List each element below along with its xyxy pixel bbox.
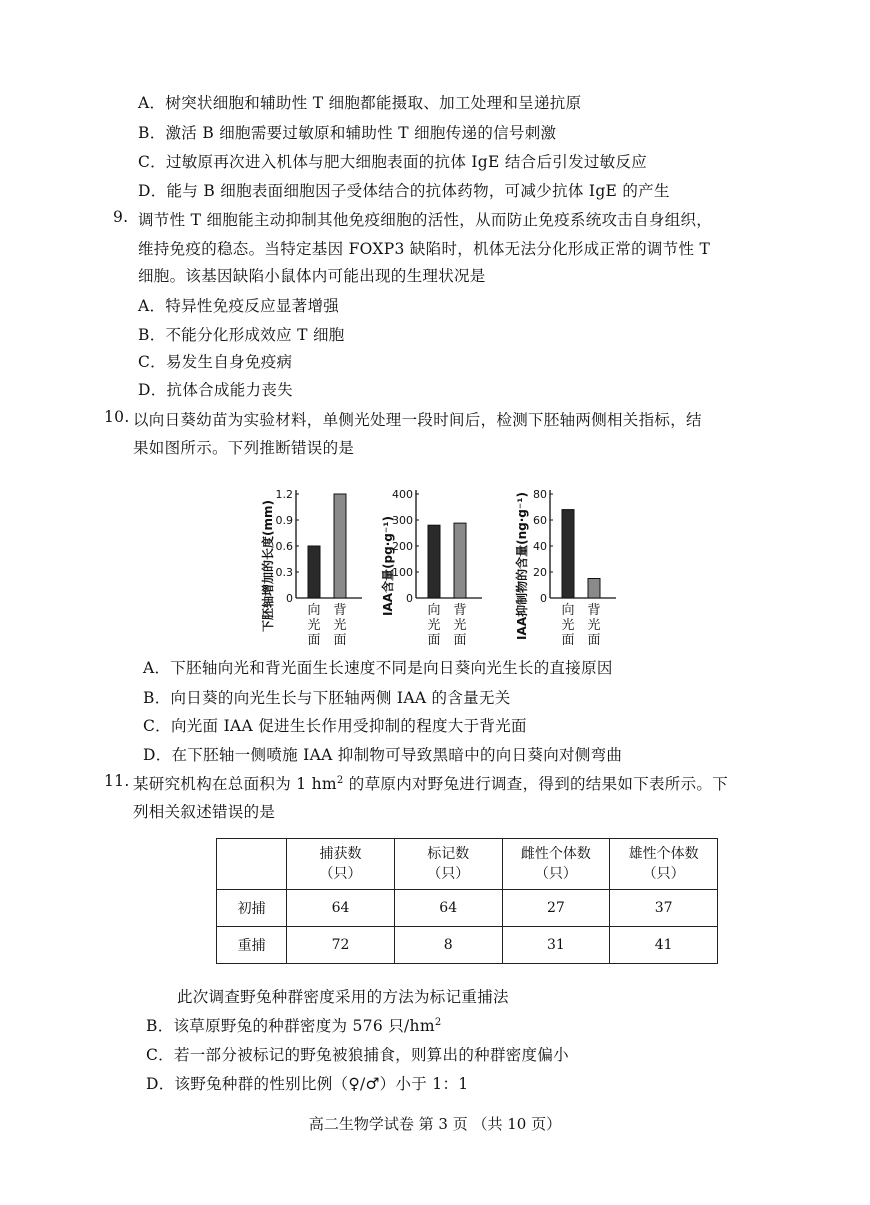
y-axis-label: IAA含量(pg·g⁻¹) <box>381 516 395 616</box>
y-tick-label: 60 <box>533 514 547 527</box>
q10-option-c: C．向光面 IAA 促进生长作用受抑制的程度大于背光面 <box>143 717 527 735</box>
header-line: 雌性个体数 <box>520 846 591 862</box>
bar-lit-side <box>454 523 466 598</box>
table-header-row <box>217 839 718 890</box>
table-cell: 37 <box>610 890 718 927</box>
category-label-char: 面 <box>561 633 575 648</box>
q8-option-c: C．过敏原再次进入机体与肥大细胞表面的抗体 IgE 结合后引发过敏反应 <box>138 153 648 171</box>
q11-option-a: 此次调查野兔种群密度采用的方法为标记重捕法 <box>177 988 509 1006</box>
chart-iaa-inhibitor <box>512 474 622 656</box>
y-tick-label: 200 <box>392 540 413 553</box>
y-tick-label: 80 <box>533 488 547 501</box>
table-header-cell <box>217 839 287 890</box>
q11-option-d: D．该野兔种群的性别比例（♀/♂）小于 1：1 <box>146 1075 469 1093</box>
header-unit: （只） <box>534 866 577 882</box>
q9-stem-line-1: 调节性 T 细胞能主动抑制其他免疫细胞的活性，从而防止免疫系统攻击自身组织， <box>138 211 713 229</box>
q11-stem-line-1 <box>133 772 728 794</box>
table-cell: 41 <box>610 927 718 964</box>
q9-stem-line-3: 细胞。该基因缺陷小鼠体内可能出现的生理状况是 <box>138 267 486 285</box>
q10-option-a: A．下胚轴向光和背光面生长速度不同是向日葵向光生长的直接原因 <box>143 659 613 677</box>
y-tick-label: 400 <box>392 488 413 501</box>
q11-option-b <box>146 1014 442 1036</box>
category-label-char: 面 <box>587 633 601 648</box>
q10-number: 10. <box>104 408 130 426</box>
y-tick-label: 0 <box>540 592 547 605</box>
q9-option-d: D．抗体合成能力丧失 <box>138 381 293 399</box>
y-tick-label: 0 <box>286 592 293 605</box>
q9-option-c: C．易发生自身免疫病 <box>138 353 293 371</box>
category-label-char: 背 <box>453 603 467 618</box>
category-label-char: 向 <box>561 603 575 618</box>
y-tick-label: 0.9 <box>275 514 293 527</box>
chart-hypocotyl-length <box>258 474 368 656</box>
category-label-char: 面 <box>333 633 347 648</box>
bar-shaded-side <box>308 546 320 598</box>
q11-stem-sup: 2 <box>336 774 344 786</box>
table-header-cell <box>502 839 610 890</box>
y-tick-label: 0.3 <box>275 566 293 579</box>
bar-shaded-side <box>562 510 574 598</box>
header-unit: （只） <box>319 866 362 882</box>
y-tick-label: 20 <box>533 566 547 579</box>
category-label-char: 背 <box>333 603 347 618</box>
category-label-char: 光 <box>307 618 321 633</box>
chart-svg-2 <box>378 474 488 652</box>
q10-stem-line-2: 果如图所示。下列推断错误的是 <box>133 439 355 457</box>
q9-option-b: B．不能分化形成效应 T 细胞 <box>138 326 345 344</box>
category-label-char: 向 <box>307 603 321 618</box>
table-cell: 64 <box>287 890 395 927</box>
y-tick-label: 300 <box>392 514 413 527</box>
q8-option-b: B．激活 B 细胞需要过敏原和辅助性 T 细胞传递的信号刺激 <box>138 124 557 142</box>
bar-shaded-side <box>428 525 440 598</box>
q10-stem-line-1: 以向日葵幼苗为实验材料，单侧光处理一段时间后，检测下胚轴两侧相关指标，结 <box>133 411 702 429</box>
category-label-char: 光 <box>453 618 467 633</box>
q10-option-b: B．向日葵的向光生长与下胚轴两侧 IAA 的含量无关 <box>143 689 511 707</box>
q10-option-d: D．在下胚轴一侧喷施 IAA 抑制物可导致黑暗中的向日葵向对侧弯曲 <box>143 746 623 764</box>
category-label-char: 光 <box>587 618 601 633</box>
q9-option-a: A．特异性免疫反应显著增强 <box>138 297 340 315</box>
table-cell: 27 <box>502 890 610 927</box>
category-label-char: 光 <box>561 618 575 633</box>
y-axis-label: 下胚轴增加的长度(mm) <box>261 500 275 632</box>
category-label-char: 面 <box>453 633 467 648</box>
q8-option-a: A．树突状细胞和辅助性 T 细胞都能摄取、加工处理和呈递抗原 <box>138 94 582 112</box>
y-tick-label: 100 <box>392 566 413 579</box>
q9-number: 9. <box>113 208 129 226</box>
chart-iaa-content <box>378 474 488 656</box>
category-label-char: 面 <box>307 633 321 648</box>
y-tick-label: 40 <box>533 540 547 553</box>
table-cell: 8 <box>394 927 502 964</box>
table-header-cell <box>394 839 502 890</box>
category-label-char: 向 <box>427 603 441 618</box>
header-unit: （只） <box>427 866 470 882</box>
table-cell: 64 <box>394 890 502 927</box>
table-cell: 初捕 <box>217 890 287 927</box>
chart-svg-1 <box>258 474 368 652</box>
q11-stem-part-1: 某研究机构在总面积为 1 hm <box>133 775 337 793</box>
table-cell: 72 <box>287 927 395 964</box>
category-label-char: 面 <box>427 633 441 648</box>
header-line: 雄性个体数 <box>628 846 699 862</box>
table-header-cell <box>287 839 395 890</box>
q11-number: 11. <box>104 772 130 790</box>
q11-option-c: C．若一部分被标记的野兔被狼捕食，则算出的种群密度偏小 <box>146 1046 569 1064</box>
q11-stem-part-2: 的草原内对野兔进行调查，得到的结果如下表所示。下 <box>343 775 729 793</box>
header-line: 标记数 <box>427 846 470 862</box>
table-row <box>217 890 718 927</box>
y-tick-label: 1.2 <box>275 488 293 501</box>
header-unit: （只） <box>642 866 685 882</box>
page-footer: 高二生物学试卷 第 3 页 （共 10 页） <box>308 1115 562 1133</box>
table-header-cell <box>610 839 718 890</box>
chart-svg-3 <box>512 474 622 652</box>
bar-lit-side <box>334 494 346 598</box>
q8-option-d: D．能与 B 细胞表面细胞因子受体结合的抗体药物，可减少抗体 IgE 的产生 <box>138 182 670 200</box>
bar-lit-side <box>588 579 600 599</box>
q9-stem-line-2: 维持免疫的稳态。当特定基因 FOXP3 缺陷时，机体无法分化形成正常的调节性 T <box>138 240 711 258</box>
y-tick-label: 0.6 <box>275 540 293 553</box>
category-label-char: 光 <box>427 618 441 633</box>
capture-table <box>216 838 718 964</box>
y-axis-label: IAA抑制物的含量(ng·g⁻¹) <box>515 492 529 640</box>
q11-stem-line-2: 列相关叙述错误的是 <box>133 803 276 821</box>
table-cell: 重捕 <box>217 927 287 964</box>
y-tick-label: 0 <box>406 592 413 605</box>
category-label-char: 背 <box>587 603 601 618</box>
q11-option-b-sup: 2 <box>434 1016 442 1028</box>
table-row <box>217 927 718 964</box>
table-cell: 31 <box>502 927 610 964</box>
header-line: 捕获数 <box>319 846 362 862</box>
category-label-char: 光 <box>333 618 347 633</box>
q11-option-b-text: B．该草原野兔的种群密度为 576 只/hm <box>146 1017 435 1035</box>
